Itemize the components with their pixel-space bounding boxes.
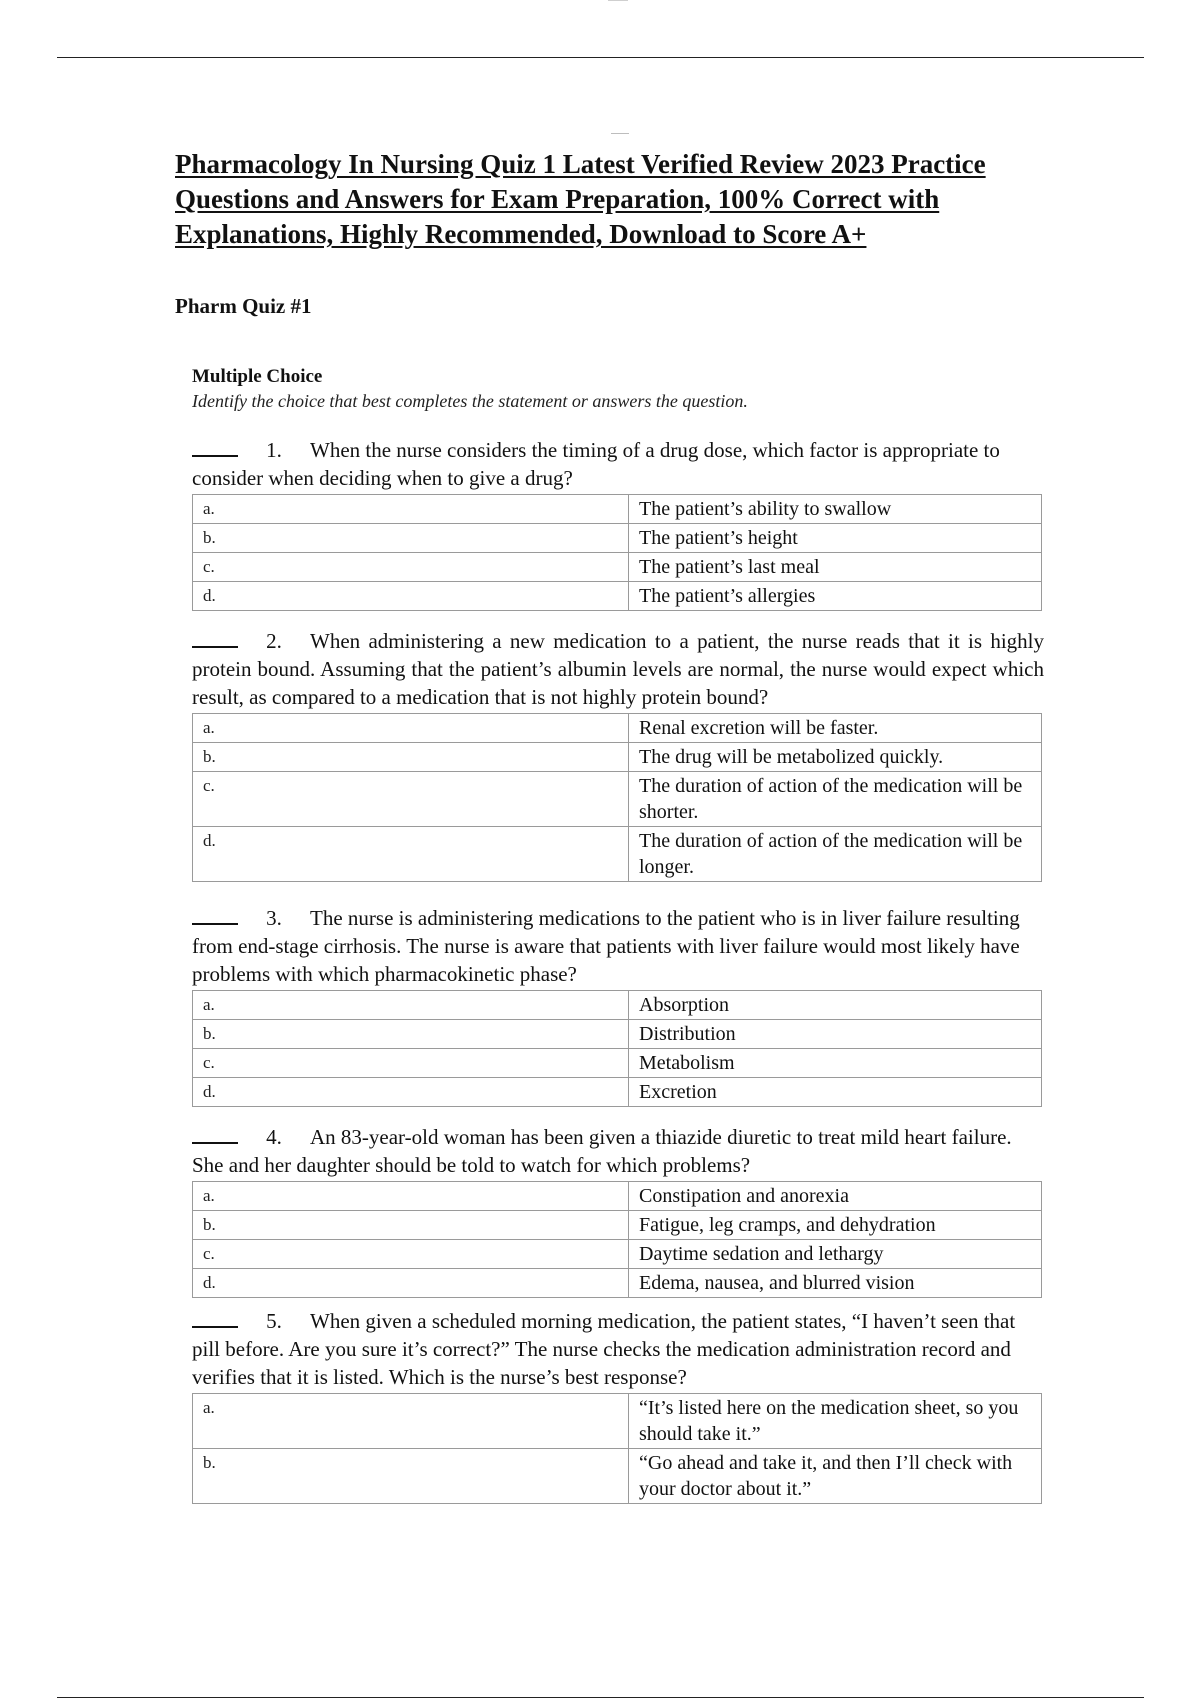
choice-row[interactable] [193, 1078, 1042, 1107]
question-number: 2. [266, 629, 282, 653]
choice-letter: b. [193, 743, 629, 772]
quiz-subtitle: Pharm Quiz #1 [175, 294, 312, 318]
question-text: The nurse is administering medications to the patient who is in liver failure resulting from end-stage cirrhosis. The nurse is aware that patients with liver failure would most likely have problems with which pharmacokinetic phase? [192, 906, 1020, 986]
choice-text: Constipation and anorexia [629, 1182, 1042, 1211]
choice-letter: b. [193, 1020, 629, 1049]
choice-text: Fatigue, leg cramps, and dehydration [629, 1211, 1042, 1240]
choice-text: “It’s listed here on the medication sheet, so you should take it.” [629, 1394, 1042, 1449]
choices-table [192, 1393, 1042, 1504]
section-label: Multiple Choice [192, 366, 323, 387]
choice-row[interactable] [193, 772, 1042, 827]
choice-letter: c. [193, 1240, 629, 1269]
choice-text: The patient’s height [629, 524, 1042, 553]
question-text: When given a scheduled morning medication, the patient states, “I haven’t seen that pill before. Are you sure it’s correct?” The nurse checks the medication administration record and verifies that it is listed. Which is the nurse’s best response? [192, 1309, 1016, 1389]
answer-blank[interactable] [192, 1308, 238, 1328]
question-number: 1. [266, 438, 282, 462]
choice-letter: c. [193, 772, 629, 827]
choice-text: “Go ahead and take it, and then I’ll check with your doctor about it.” [629, 1449, 1042, 1504]
answer-blank[interactable] [192, 1124, 238, 1144]
choice-text: Absorption [629, 991, 1042, 1020]
question-stem [192, 1307, 1044, 1391]
question-text: When the nurse considers the timing of a drug dose, which factor is appropriate to consider when deciding when to give a drug? [192, 438, 1000, 490]
choice-letter: d. [193, 1269, 629, 1298]
choices-table [192, 713, 1042, 882]
choice-letter: b. [193, 1211, 629, 1240]
choice-text: The drug will be metabolized quickly. [629, 743, 1042, 772]
choice-row[interactable] [193, 1449, 1042, 1504]
choice-letter: a. [193, 991, 629, 1020]
choice-row[interactable] [193, 991, 1042, 1020]
choice-letter: d. [193, 582, 629, 611]
title-mark [611, 133, 629, 134]
choice-row[interactable] [193, 582, 1042, 611]
choices-table [192, 1181, 1042, 1298]
choice-row[interactable] [193, 1269, 1042, 1298]
choice-text: Distribution [629, 1020, 1042, 1049]
choice-letter: b. [193, 524, 629, 553]
choice-row[interactable] [193, 495, 1042, 524]
choice-row[interactable] [193, 1020, 1042, 1049]
choice-letter: a. [193, 1182, 629, 1211]
answer-blank[interactable] [192, 905, 238, 925]
choice-row[interactable] [193, 827, 1042, 882]
question-2 [192, 627, 1044, 882]
choice-row[interactable] [193, 1394, 1042, 1449]
choice-letter: b. [193, 1449, 629, 1504]
choice-text: The duration of action of the medication will be shorter. [629, 772, 1042, 827]
choice-text: Excretion [629, 1078, 1042, 1107]
choice-row[interactable] [193, 524, 1042, 553]
question-text: When administering a new medication to a patient, the nurse reads that it is highly protein bound. Assuming that the patient’s albumin levels are normal, the nurse would expect which result, as compared to a medication that is not highly protein bound? [192, 629, 1044, 709]
choices-table [192, 990, 1042, 1107]
choice-text: The patient’s last meal [629, 553, 1042, 582]
question-1 [192, 436, 1044, 611]
choice-text: Metabolism [629, 1049, 1042, 1078]
header-rule [57, 57, 1144, 58]
choice-row[interactable] [193, 553, 1042, 582]
question-number: 4. [266, 1125, 282, 1149]
question-number: 5. [266, 1309, 282, 1333]
choice-row[interactable] [193, 714, 1042, 743]
footer-rule [57, 1697, 1144, 1698]
choice-text: Renal excretion will be faster. [629, 714, 1042, 743]
question-number: 3. [266, 906, 282, 930]
answer-blank[interactable] [192, 437, 238, 457]
choice-letter: c. [193, 1049, 629, 1078]
question-3 [192, 904, 1044, 1107]
choice-row[interactable] [193, 1049, 1042, 1078]
choice-letter: a. [193, 495, 629, 524]
question-5 [192, 1307, 1044, 1504]
choice-row[interactable] [193, 1240, 1042, 1269]
answer-blank[interactable] [192, 628, 238, 648]
question-4 [192, 1123, 1044, 1298]
choice-letter: a. [193, 1394, 629, 1449]
question-stem [192, 1123, 1044, 1179]
choice-row[interactable] [193, 1182, 1042, 1211]
choice-letter: a. [193, 714, 629, 743]
choice-text: The duration of action of the medication will be longer. [629, 827, 1042, 882]
choice-text: Edema, nausea, and blurred vision [629, 1269, 1042, 1298]
question-stem [192, 904, 1044, 988]
choice-letter: d. [193, 827, 629, 882]
choice-text: Daytime sedation and lethargy [629, 1240, 1042, 1269]
document-title: Pharmacology In Nursing Quiz 1 Latest Verified Review 2023 Practice Questions and Answers for Exam Preparation, 100% Correct with Explanations, Highly Recommended, Download to Score A+ [175, 149, 986, 249]
choice-text: The patient’s ability to swallow [629, 495, 1042, 524]
choice-letter: c. [193, 553, 629, 582]
choice-row[interactable] [193, 743, 1042, 772]
choice-text: The patient’s allergies [629, 582, 1042, 611]
question-text: An 83-year-old woman has been given a thiazide diuretic to treat mild heart failure. She and her daughter should be told to watch for which problems? [192, 1125, 1012, 1177]
instructions: Identify the choice that best completes the statement or answers the question. [192, 391, 748, 411]
top-edge-mark [608, 0, 628, 1]
question-stem [192, 436, 1044, 492]
choice-letter: d. [193, 1078, 629, 1107]
choices-table [192, 494, 1042, 611]
question-stem [192, 627, 1044, 711]
choice-row[interactable] [193, 1211, 1042, 1240]
